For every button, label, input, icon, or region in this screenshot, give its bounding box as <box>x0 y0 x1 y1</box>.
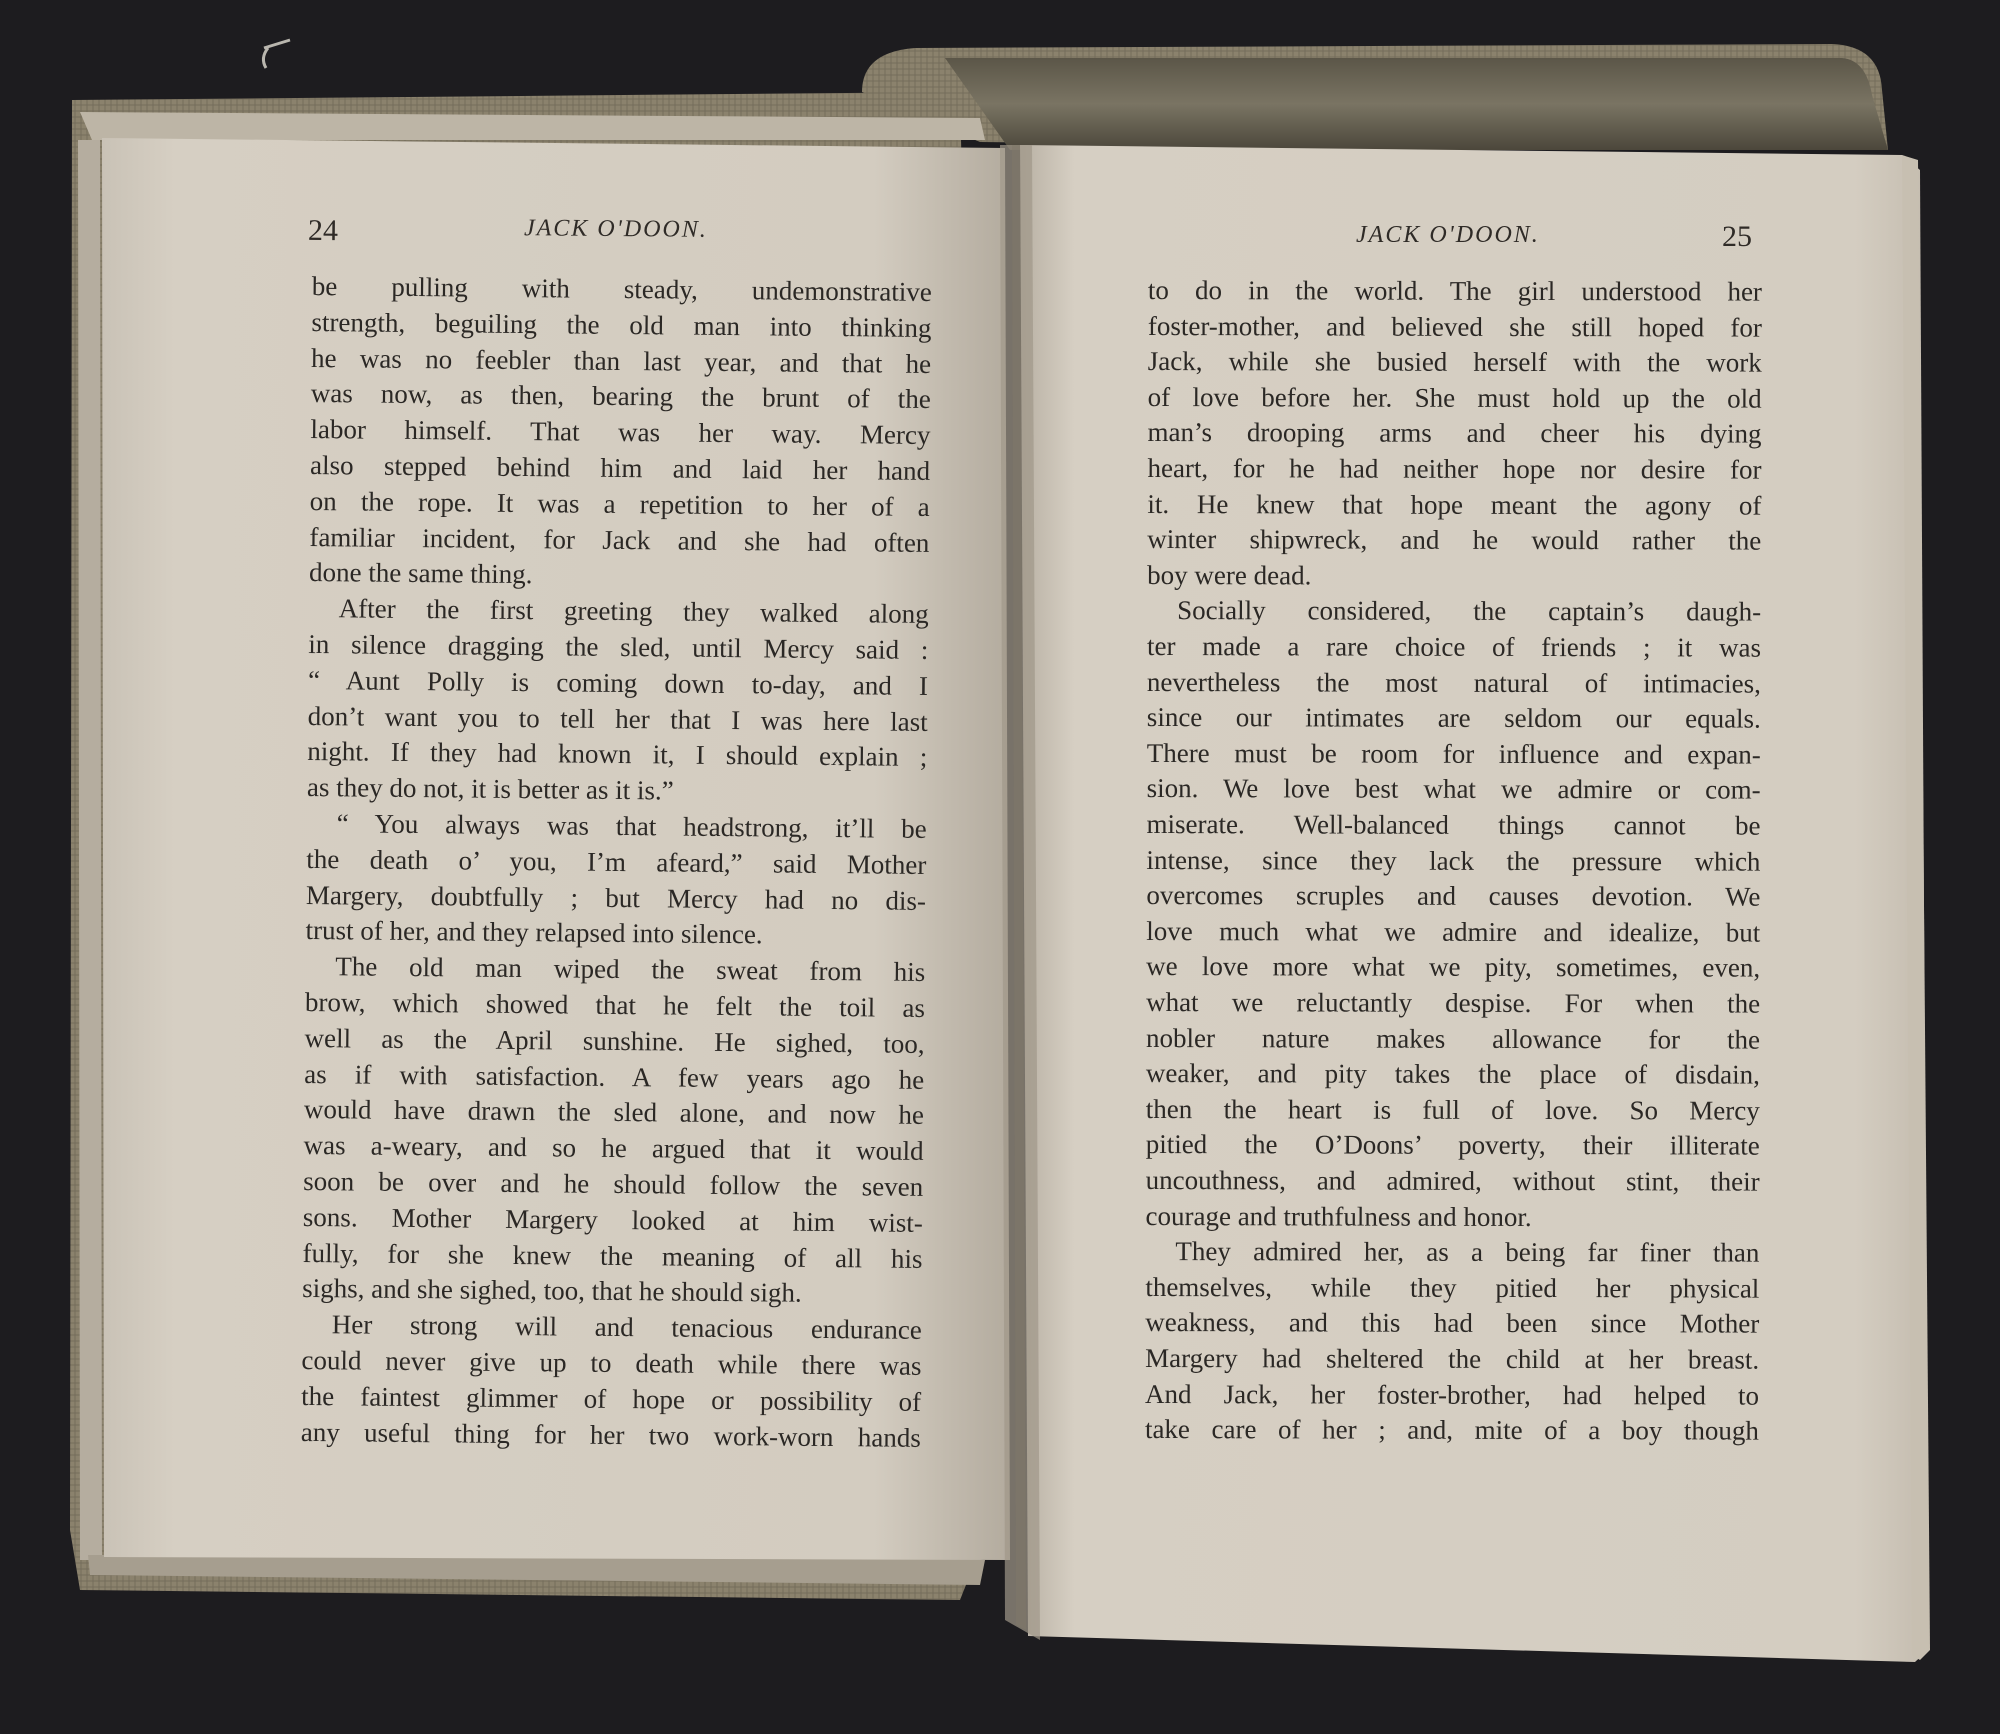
text-line: pitied the O’Doons’ poverty, their illiterate <box>1145 1129 1760 1161</box>
text-line: They admired her, as a being far finer than <box>1175 1236 1760 1268</box>
text-line: he was no feebler than last year, and that he <box>310 342 932 379</box>
text-line: Margery, doubtfully ; but Mercy had no dis- <box>305 879 927 916</box>
left-running-head: JACK O'DOON. <box>523 215 708 243</box>
text-line: trust of her, and they relapsed into silence. <box>305 915 763 950</box>
text-line: would have drawn the sled alone, and now he <box>303 1094 925 1131</box>
text-line: nevertheless the most natural of intimacies, <box>1146 666 1761 699</box>
text-line: since our intimates are seldom our equals. <box>1146 702 1761 734</box>
text-line: “ You always was that headstrong, it’ll be <box>336 808 927 844</box>
text-line: sighs, and she sighed, too, that he should sigh. <box>302 1273 802 1309</box>
text-line: fully, for she knew the meaning of all his <box>302 1237 923 1274</box>
text-line: was now, as then, bearing the brunt of the <box>310 378 931 415</box>
text-line: take care of her ; and, mite of a boy though <box>1144 1414 1760 1446</box>
text-line: man’s drooping arms and cheer his dying <box>1147 417 1762 449</box>
text-line: any useful thing for her two work-worn hands <box>300 1416 921 1453</box>
text-line: foster-mother, and believed she still hoped for <box>1147 310 1762 343</box>
text-line: themselves, while they pitied her physical <box>1145 1271 1760 1304</box>
text-line: sion. We love best what we admire or com- <box>1146 773 1761 805</box>
text-line: weaker, and pity takes the place of disdain, <box>1145 1058 1760 1090</box>
text-line: The old man wiped the sweat from his <box>335 951 926 988</box>
text-line: night. If they had known it, I should explain ; <box>307 736 928 773</box>
text-line: was a-weary, and so he argued that it would <box>303 1130 924 1167</box>
text-line: Her strong will and tenacious endurance <box>331 1309 922 1346</box>
text-line: could never give up to death while there was <box>301 1344 922 1381</box>
left-page-number: 24 <box>307 213 339 248</box>
text-line: Margery had sheltered the child at her breast. <box>1145 1342 1760 1375</box>
text-line: strength, beguiling the old man into thinking <box>311 306 932 343</box>
text-line: boy were dead. <box>1147 559 1312 591</box>
text-line: brow, which showed that he felt the toil as <box>304 986 926 1023</box>
text-line: overcomes scruples and causes devotion. We <box>1146 880 1761 912</box>
text-line: winter shipwreck, and he would rather the <box>1147 524 1762 556</box>
text-line: also stepped behind him and laid her hand <box>309 449 931 486</box>
text-line: in silence dragging the sled, until Mercy said : <box>308 628 929 665</box>
text-line: courage and truthfulness and honor. <box>1145 1200 1532 1232</box>
text-line: Jack, while she busied herself with the work <box>1147 346 1762 378</box>
text-line: love much what we admire and idealize, but <box>1146 915 1761 948</box>
text-line: familiar incident, for Jack and she had often <box>309 521 930 558</box>
text-line: uncouthness, and admired, without stint, their <box>1145 1164 1760 1197</box>
text-line: After the first greeting they walked along <box>338 593 929 630</box>
text-line: don’t want you to tell her that I was here last <box>307 700 928 737</box>
text-line: done the same thing. <box>308 557 533 590</box>
text-line: sons. Mother Margery looked at him wist- <box>302 1201 924 1238</box>
text-line: nobler nature makes allowance for the <box>1145 1022 1761 1055</box>
text-line: it. He knew that hope meant the agony of <box>1147 488 1762 521</box>
text-line: weakness, and this had been since Mother <box>1145 1307 1760 1339</box>
right-page-body <box>1145 272 1762 1474</box>
text-line: the death o’ you, I’m afeard,” said Mother <box>306 843 927 880</box>
text-line: be pulling with steady, undemonstrative <box>311 270 932 307</box>
text-line: “ Aunt Polly is coming down to-day, and I <box>307 664 929 701</box>
text-line: intense, since they lack the pressure which <box>1146 844 1761 877</box>
text-line: the faintest glimmer of hope or possibility of <box>301 1380 922 1417</box>
right-page-number: 25 <box>1722 220 1752 253</box>
text-line: we love more what we pity, sometimes, even, <box>1146 951 1761 983</box>
right-running-head: JACK O'DOON. <box>1356 222 1540 248</box>
text-line: miserate. Well-balanced things cannot be <box>1146 808 1761 841</box>
text-line: as if with satisfaction. A few years ago he <box>304 1058 925 1095</box>
text-line: heart, for he had neither hope nor desire for <box>1147 452 1762 485</box>
text-line: soon be over and he should follow the seven <box>303 1165 924 1202</box>
text-line: of love before her. She must hold up the old <box>1147 381 1762 414</box>
text-line: labor himself. That was her way. Mercy <box>310 414 931 451</box>
text-line: then the heart is full of love. So Mercy <box>1145 1093 1760 1126</box>
text-line: what we reluctantly despise. For when the <box>1146 986 1761 1019</box>
text-line: to do in the world. The girl understood her <box>1147 275 1762 307</box>
text-line: Socially considered, the captain’s daugh- <box>1177 595 1762 627</box>
text-line: ter made a rare choice of friends ; it was <box>1146 630 1762 663</box>
text-line: as they do not, it is better as it is.” <box>306 772 674 806</box>
text-line: There must be room for influence and expan- <box>1146 737 1761 770</box>
text-line: well as the April sunshine. He sighed, too, <box>304 1022 925 1059</box>
text-line: And Jack, her foster-brother, had helped to <box>1145 1378 1760 1411</box>
text-line: on the rope. It was a repetition to her of a <box>309 485 930 522</box>
